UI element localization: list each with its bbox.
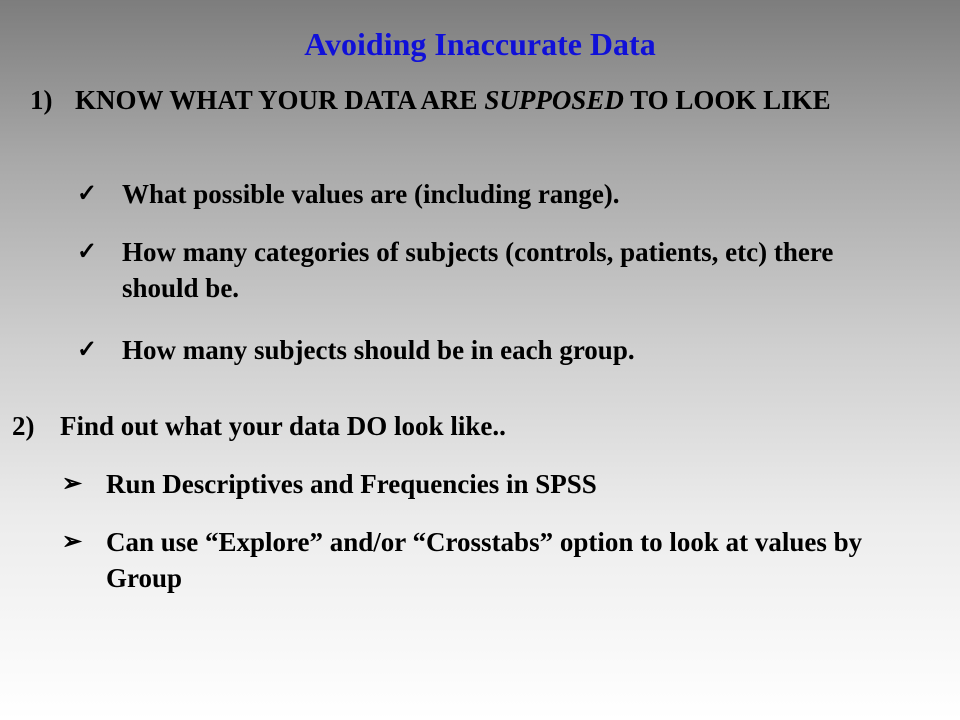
slide-title: Avoiding Inaccurate Data	[304, 26, 656, 62]
section-2-bullet-2: Can use “Explore” and/or “Crosstabs” option to look at values by Group	[106, 527, 863, 593]
checkmark-icon: ✓	[77, 181, 98, 207]
checkmark-icon: ✓	[77, 239, 98, 265]
section-1-number: 1)	[30, 85, 53, 115]
section-1-heading-emphasis: SUPPOSED	[484, 85, 624, 115]
section-1-heading	[75, 82, 915, 118]
section-1-bullet-1: What possible values are (including range).	[122, 179, 620, 209]
section-1-heading-end: TO LOOK LIKE	[623, 85, 831, 115]
checkmark-icon: ✓	[77, 337, 98, 363]
arrow-bullet-icon: ➢	[62, 471, 83, 497]
section-1-bullet-2: How many categories of subjects (controls, patients, etc) there should be.	[122, 237, 834, 303]
section-1-bullet-3: How many subjects should be in each group.	[122, 335, 635, 365]
section-1-heading-start: KNOW WHAT YOUR DATA ARE	[75, 85, 485, 115]
section-2-bullet-1: Run Descriptives and Frequencies in SPSS	[106, 469, 597, 499]
arrow-bullet-icon: ➢	[62, 529, 83, 555]
section-2-heading: Find out what your data DO look like..	[60, 411, 506, 441]
section-2-number: 2)	[12, 411, 35, 441]
